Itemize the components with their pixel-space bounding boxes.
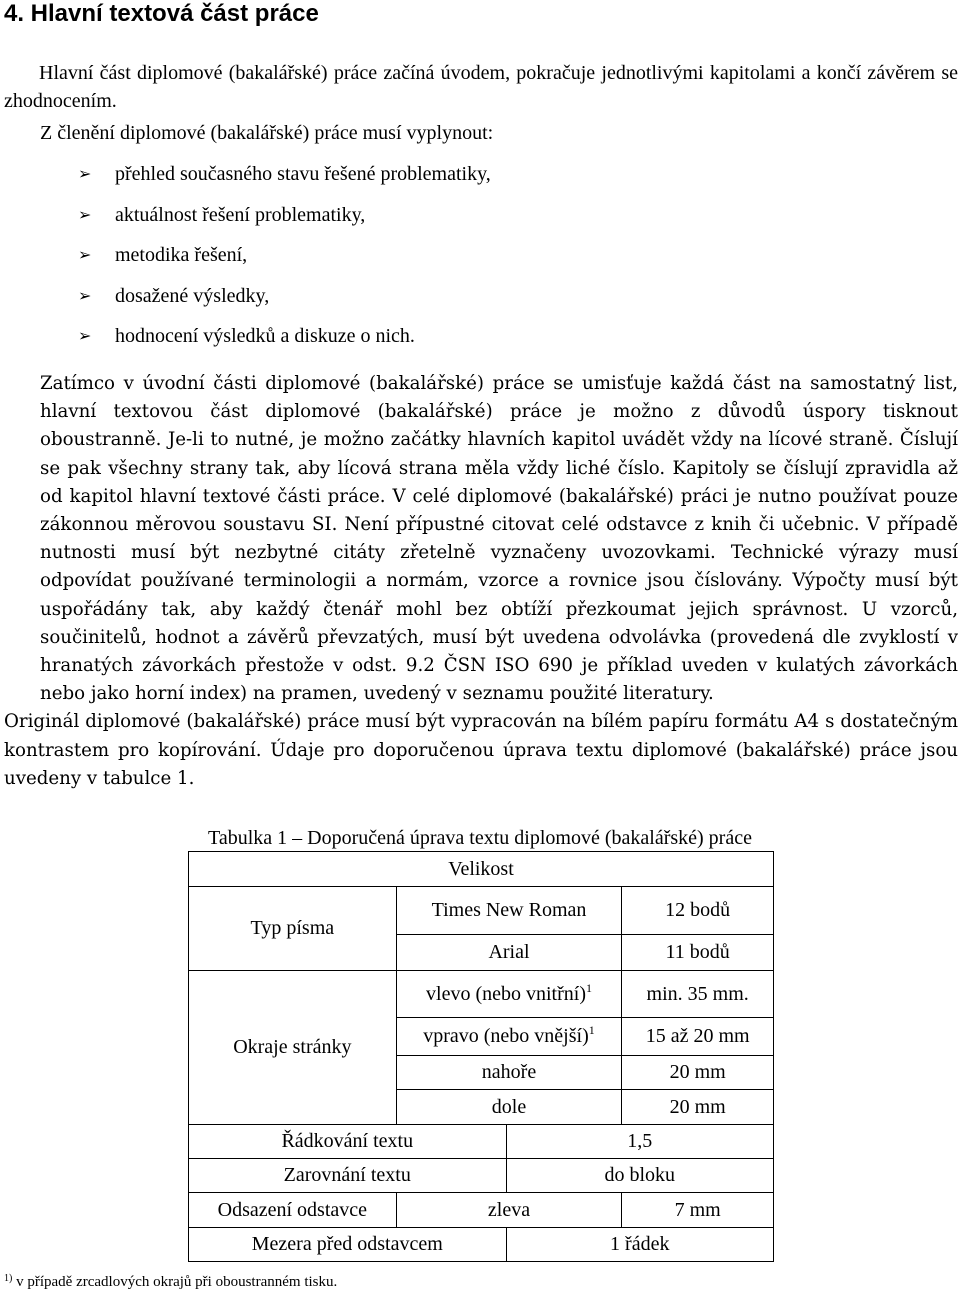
list-item: [78, 160, 491, 201]
footnote-mark: 1): [4, 1273, 13, 1284]
font-name: Arial: [396, 935, 622, 971]
font-type-label: Typ písma: [189, 887, 397, 971]
list-item: [78, 282, 491, 323]
table-row: [189, 1228, 774, 1262]
arrow-bullet-icon: ➢: [78, 326, 92, 345]
margin-value: 15 až 20 mm: [622, 1018, 774, 1056]
list-item: [78, 201, 491, 242]
list-item-text: metodika řešení,: [115, 244, 248, 266]
indent-value: 7 mm: [622, 1193, 774, 1228]
formatting-table: [188, 851, 774, 1262]
list-item: [78, 322, 491, 363]
table-header-size: Velikost: [189, 852, 774, 887]
arrow-bullet-icon: ➢: [78, 245, 92, 264]
arrow-bullet-icon: ➢: [78, 204, 92, 224]
body-paragraph-2: Originál diplomové (bakalářské) práce musí být vypracován na bílém papíru formátu A4 s dostatečným kontrastem pro kopírování. Údaje pro doporučenou úprava textu diplomové (bakalářské) práce jsou uvedeny v tabulce 1.: [4, 711, 958, 789]
intro-paragraph: [4, 59, 958, 115]
line-spacing-label: Řádkování textu: [189, 1125, 507, 1159]
section-heading: 4. Hlavní textová část práce: [4, 0, 319, 27]
font-size: 12 bodů: [622, 887, 774, 935]
font-size: 11 bodů: [622, 935, 774, 971]
body-text: [4, 370, 958, 793]
margin-value: 20 mm: [622, 1056, 774, 1090]
arrow-bullet-icon: ➢: [78, 285, 92, 305]
margin-value: min. 35 mm.: [622, 971, 774, 1018]
line-spacing-value: 1,5: [506, 1125, 773, 1159]
margin-side: dole: [396, 1090, 622, 1125]
table-row: [189, 852, 774, 887]
margins-label: Okraje stránky: [189, 971, 397, 1125]
font-name: Times New Roman: [396, 887, 622, 935]
indent-side: zleva: [396, 1193, 622, 1228]
list-item: [78, 241, 491, 282]
space-label: Mezera před odstavcem: [189, 1228, 507, 1262]
alignment-value: do bloku: [506, 1159, 773, 1193]
table-row: [189, 887, 774, 935]
intro-text: Hlavní část diplomové (bakalářské) práce začíná úvodem, pokračuje jednotlivými kapitolami a končí závěrem se zhodnocením.: [4, 62, 958, 112]
outline-list: [78, 160, 491, 363]
margin-value: 20 mm: [622, 1090, 774, 1125]
list-item-text: aktuálnost řešení problematiky,: [115, 203, 366, 226]
footnote-text: v případě zrcadlových okrajů při oboustranném tisku.: [16, 1274, 338, 1290]
indent-label: Odsazení odstavce: [189, 1193, 397, 1228]
list-item-text: dosažené výsledky,: [115, 284, 270, 307]
table-row: [189, 1125, 774, 1159]
list-item-text: hodnocení výsledků a diskuze o nich.: [115, 325, 415, 347]
table-row: [189, 971, 774, 1018]
margin-side: vlevo (nebo vnitřní)$^1$: [396, 971, 622, 1018]
list-item-text: přehled současného stavu řešené problematiky,: [115, 163, 491, 185]
alignment-label: Zarovnání textu: [189, 1159, 507, 1193]
outline-lead: Z členění diplomové (bakalářské) práce musí vyplynout:: [40, 122, 494, 144]
table-row: [189, 1193, 774, 1228]
footnote: [4, 1272, 337, 1292]
arrow-bullet-icon: ➢: [78, 164, 92, 183]
margin-side: vpravo (nebo vnější)$^1$: [396, 1018, 622, 1056]
table-caption: Tabulka 1 – Doporučená úprava textu diplomové (bakalářské) práce: [208, 827, 752, 849]
margin-side: nahoře: [396, 1056, 622, 1090]
space-value: 1 řádek: [506, 1228, 773, 1262]
table-row: [189, 1159, 774, 1193]
body-paragraph-1: Zatímco v úvodní části diplomové (bakalářské) práce se umisťuje každá část na samostatný list, hlavní textovou část diplomové (bakalářské) práce je možno z důvodů úspory tisknout oboustranně. Je-li to nutné, je možno začátky hlavních kapitol uvádět vždy na lícové straně. Číslují se pak všechny strany tak, aby lícová strana měla vždy liché číslo. Kapitoly se číslují zpravidla až od kapitol hlavní textové části práce. V celé diplomové (bakalářské) práci je nutno používat pouze zákonnou měrovou soustavu SI. Není přípustné citovat celé odstavce z knih či učebnic. V případě nutnosti musí být nezbytné citáty zřetelně vyznačeny uvozovkami. Technické výrazy musí odpovídat používané terminologii a normám, vzorce a rovnice jsou číslovány. Výpočty musí být uspořádány tak, aby každý čtenář mohl bez obtíží přezkoumat jejich správnost. U vzorců, součinitelů, hodnot a závěrů převzatých, musí být uvedena odvolávka (provedená dle zvyklostí v hranatých závorkách přestože v odst. 9.2 ČSN ISO 690 je příklad uveden v kulatých závorkách nebo jako horní index) na pramen, uvedený v seznamu použité literatury.: [40, 373, 958, 705]
